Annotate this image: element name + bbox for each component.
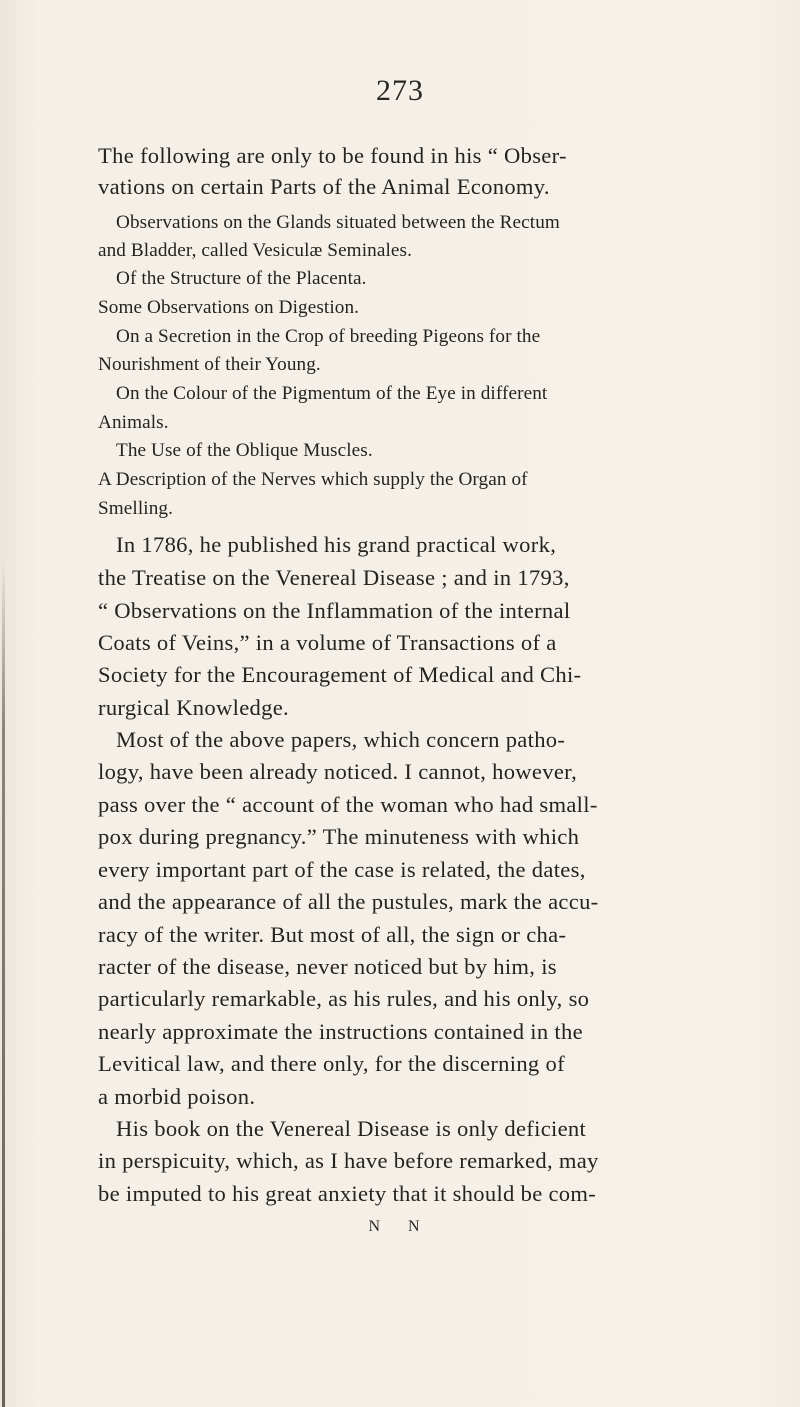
text-line: Animals. — [98, 412, 169, 433]
list-item: Observations on the Glands situated between the Rectum — [116, 212, 560, 233]
text-line: pass over the “ account of the woman who had small- — [98, 792, 598, 817]
text-line: racter of the disease, never noticed but by him, is — [98, 954, 557, 979]
text-line: In 1786, he published his grand practical work, — [116, 532, 557, 557]
list-item: The Use of the Oblique Muscles. — [116, 440, 373, 461]
text-line: pox during pregnancy.” The minuteness with which — [98, 824, 580, 849]
text-line: be imputed to his great anxiety that it should be com- — [98, 1181, 597, 1206]
text-line: particularly remarkable, as his rules, and his only, so — [98, 986, 590, 1011]
list-item: On the Colour of the Pigmentum of the Eye in different — [116, 383, 548, 404]
text-line: “ Observations on the Inflammation of the internal — [98, 598, 571, 623]
text-line: and the appearance of all the pustules, mark the accu- — [98, 889, 599, 914]
text-line: Society for the Encouragement of Medical and Chi- — [98, 662, 582, 687]
text-line: Smelling. — [98, 498, 173, 519]
text-line: Nourishment of their Young. — [98, 354, 321, 375]
text-line: Most of the above papers, which concern patho- — [116, 727, 566, 752]
text-line: racy of the writer. But most of all, the sign or cha- — [98, 922, 567, 947]
page-edge-shadow — [2, 560, 5, 1407]
text-line: Coats of Veins,” in a volume of Transactions of a — [98, 630, 557, 655]
text-line: in perspicuity, which, as I have before remarked, may — [98, 1148, 599, 1173]
text-line: and Bladder, called Vesiculæ Seminales. — [98, 240, 412, 261]
list-item: A Description of the Nerves which supply the Organ of — [98, 469, 528, 490]
list-item: On a Secretion in the Crop of breeding Pigeons for the — [116, 326, 541, 347]
page-number: 273 — [376, 74, 424, 107]
text-line: a morbid poison. — [98, 1084, 256, 1109]
text-line: logy, have been already noticed. I cannot, however, — [98, 759, 578, 784]
text-line: every important part of the case is related, the dates, — [98, 857, 586, 882]
list-item: Some Observations on Digestion. — [98, 297, 360, 318]
text-line: vations on certain Parts of the Animal Economy. — [98, 174, 550, 199]
text-line: Levitical law, and there only, for the discerning of — [98, 1051, 565, 1076]
text-line: His book on the Venereal Disease is only deficient — [116, 1116, 587, 1141]
signature-mark: N N — [368, 1218, 432, 1235]
text-line: The following are only to be found in his “ Obser- — [98, 143, 567, 168]
text-line: nearly approximate the instructions contained in the — [98, 1019, 583, 1044]
list-item: Of the Structure of the Placenta. — [116, 268, 367, 289]
text-line: the Treatise on the Venereal Disease ; and in 1793, — [98, 565, 570, 590]
text-line: rurgical Knowledge. — [98, 695, 289, 720]
